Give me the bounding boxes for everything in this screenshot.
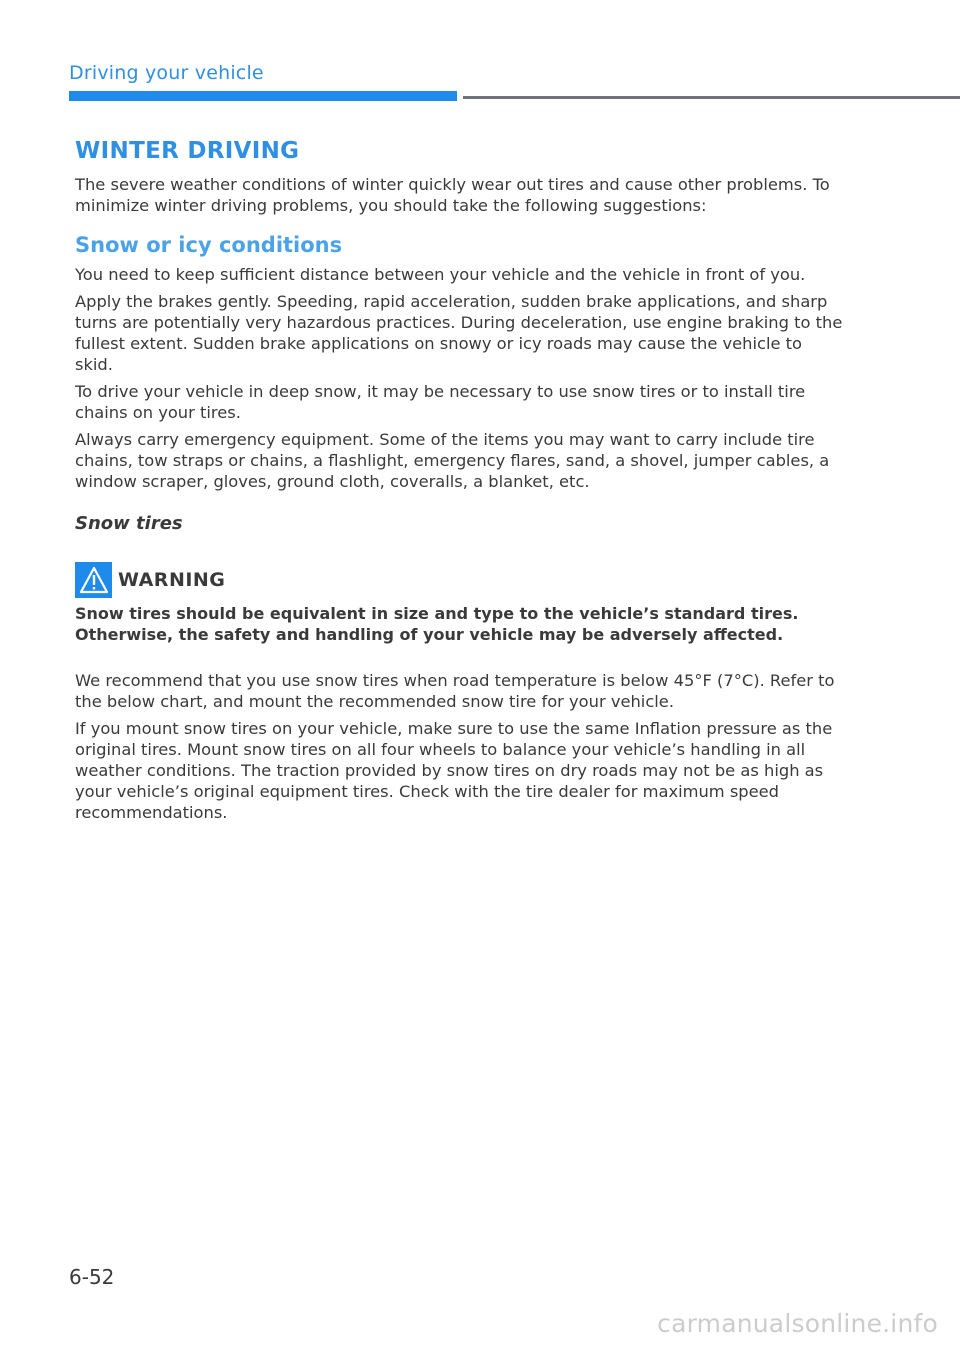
watermark: carmanualsonline.info bbox=[657, 1309, 938, 1338]
header-accent-bar bbox=[69, 91, 457, 101]
snow-tires-heading: Snow tires bbox=[75, 513, 183, 534]
snow-tires-paragraph-1: We recommend that you use snow tires when road temperature is below 45°F (7°C). Refer to the below chart, and mount the recommended snow tire for your vehicle. bbox=[75, 671, 835, 711]
snow-icy-heading: Snow or icy conditions bbox=[75, 233, 343, 257]
snow-icy-paragraph-4: Always carry emergency equipment. Some of the items you may want to carry include tire chains, tow straps or chains, a flashlight, emergency flares, sand, a shovel, jumper cables, a window scraper, gloves, ground cloth, coveralls, a blanket, etc. bbox=[75, 430, 830, 491]
warning-triangle-icon bbox=[75, 562, 112, 598]
snow-tires-paragraph-2: If you mount snow tires on your vehicle, make sure to use the same Inflation pressure as the original tires. Mount snow tires on all four wheels to balance your vehicle’s handling in all weather conditions. The traction provided by snow tires on dry roads may not be as high as your vehicle’s original equipment tires. Check with the tire dealer for maximum speed recommendations. bbox=[75, 719, 833, 822]
section-title: WINTER DRIVING bbox=[75, 138, 300, 164]
intro-paragraph: The severe weather conditions of winter quickly wear out tires and cause other problems. To minimize winter driving problems, you should take the following suggestions: bbox=[75, 175, 830, 215]
header-rule bbox=[463, 96, 960, 99]
page-number: 6-52 bbox=[69, 1265, 115, 1289]
page-content bbox=[75, 135, 845, 823]
header-section-name: Driving your vehicle bbox=[69, 62, 264, 84]
snow-icy-paragraph-2: Apply the brakes gently. Speeding, rapid acceleration, sudden brake applications, and sharp turns are potentially very hazardous practices. During deceleration, use engine braking to the fullest extent. Sudden brake applications on snowy or icy roads may cause the vehicle to skid. bbox=[75, 292, 843, 374]
warning-text: Snow tires should be equivalent in size and type to the vehicle’s standard tires. Otherwise, the safety and handling of your vehicle may be adversely affected. bbox=[75, 604, 799, 644]
snow-icy-paragraph-1: You need to keep sufficient distance between your vehicle and the vehicle in front of you. bbox=[75, 265, 806, 284]
snow-icy-paragraph-3: To drive your vehicle in deep snow, it may be necessary to use snow tires or to install tire chains on your tires. bbox=[75, 382, 806, 422]
warning-label: WARNING bbox=[118, 569, 226, 591]
warning-header bbox=[75, 562, 845, 598]
